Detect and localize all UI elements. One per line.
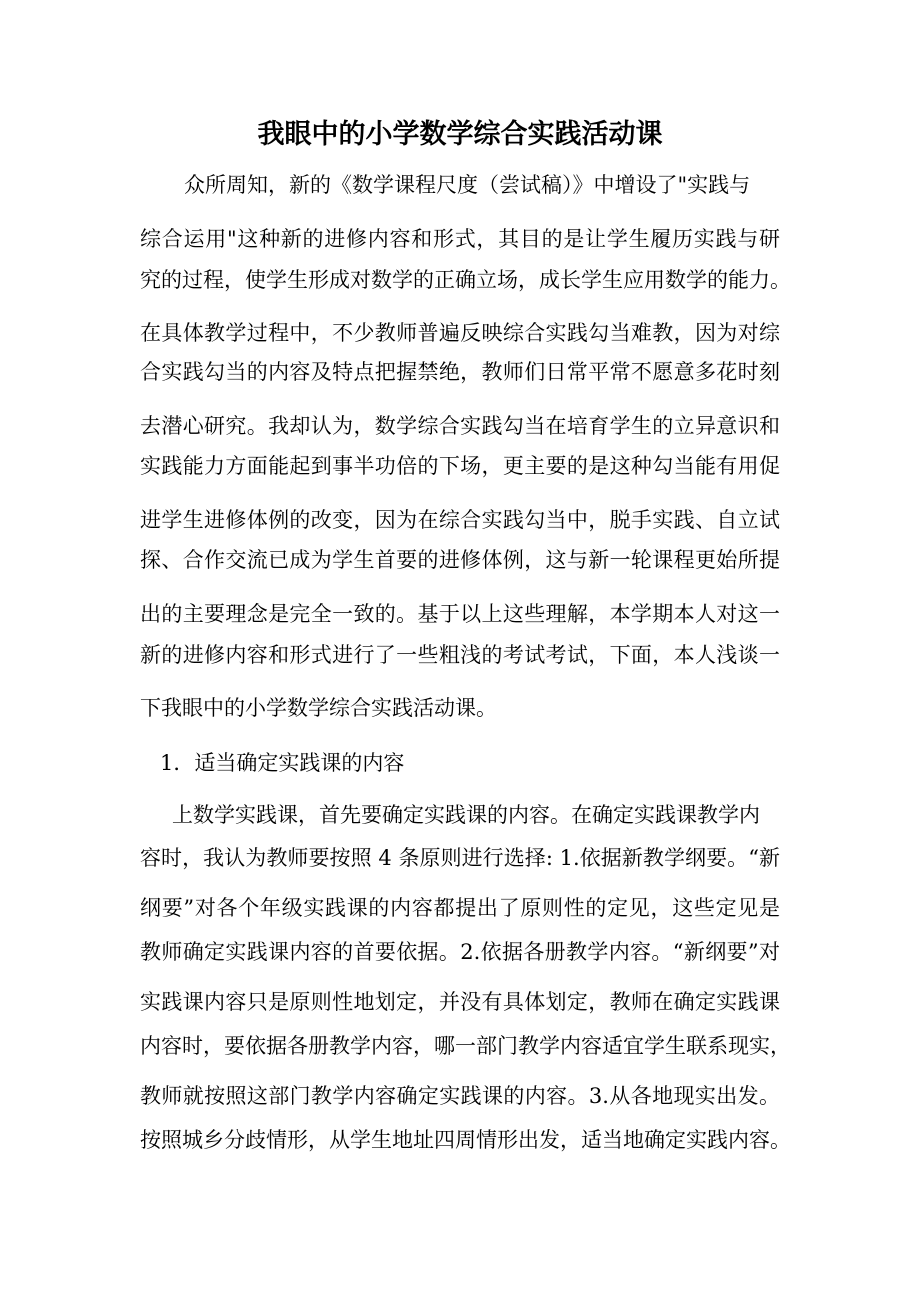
paragraph-line: 实践课内容只是原则性地划定，并没有具体划定，教师在确定实践课 xyxy=(140,990,780,1014)
paragraph-line: 下我眼中的小学数学综合实践活动课。 xyxy=(140,696,497,720)
paragraph-line: 教师确定实践课内容的首要依据。2.依据各册教学内容。“新纲要”对 xyxy=(140,940,780,964)
paragraph-line: 众所周知，新的《数学课程尺度（尝试稿）》中增设了"实践与 xyxy=(184,173,751,197)
paragraph-line: 纲要”对各个年级实践课的内容都提出了原则性的定见，这些定见是 xyxy=(140,896,780,920)
paragraph-line: 探、合作交流已成为学生首要的进修体例，这与新一轮课程更始所提 xyxy=(140,548,780,572)
paragraph-line: 实践能力方面能起到事半功倍的下场，更主要的是这种勾当能有用促 xyxy=(140,454,780,478)
document-title: 我眼中的小学数学综合实践活动课 xyxy=(257,119,663,150)
paragraph-line: 进学生进修体例的改变，因为在综合实践勾当中，脱手实践、自立试 xyxy=(140,508,780,532)
paragraph-line: 究的过程，使学生形成对数学的正确立场，成长学生应用数学的能力。 xyxy=(140,268,791,292)
paragraph-line: 综合运用"这种新的进修内容和形式，其目的是让学生履历实践与研 xyxy=(140,227,780,251)
paragraph-line: 出的主要理念是完全一致的。基于以上这些理解，本学期本人对这一 xyxy=(140,602,780,626)
paragraph-line: 上数学实践课，首先要确定实践课的内容。在确定实践课教学内 xyxy=(172,803,760,827)
paragraph-line: 内容时，要依据各册教学内容，哪一部门教学内容适宜学生联系现实， xyxy=(140,1034,791,1058)
paragraph-line: 容时，我认为教师要按照 4 条原则进行选择: 1.依据新教学纲要。“新 xyxy=(140,846,780,870)
section-heading: 1．适当确定实践课的内容 xyxy=(160,751,405,775)
paragraph-line: 合实践勾当的内容及特点把握禁绝，教师们日常平常不愿意多花时刻 xyxy=(140,360,780,384)
paragraph-line: 教师就按照这部门教学内容确定实践课的内容。3.从各地现实出发。 xyxy=(140,1084,780,1108)
paragraph-line: 在具体教学过程中，不少教师普遍反映综合实践勾当难教，因为对综 xyxy=(140,321,780,345)
paragraph-line: 新的进修内容和形式进行了一些粗浅的考试考试，下面，本人浅谈一 xyxy=(140,643,780,667)
paragraph-line: 按照城乡分歧情形，从学生地址四周情形出发，适当地确定实践内容。 xyxy=(140,1128,791,1152)
paragraph-line: 去潜心研究。我却认为，数学综合实践勾当在培育学生的立异意识和 xyxy=(140,414,780,438)
